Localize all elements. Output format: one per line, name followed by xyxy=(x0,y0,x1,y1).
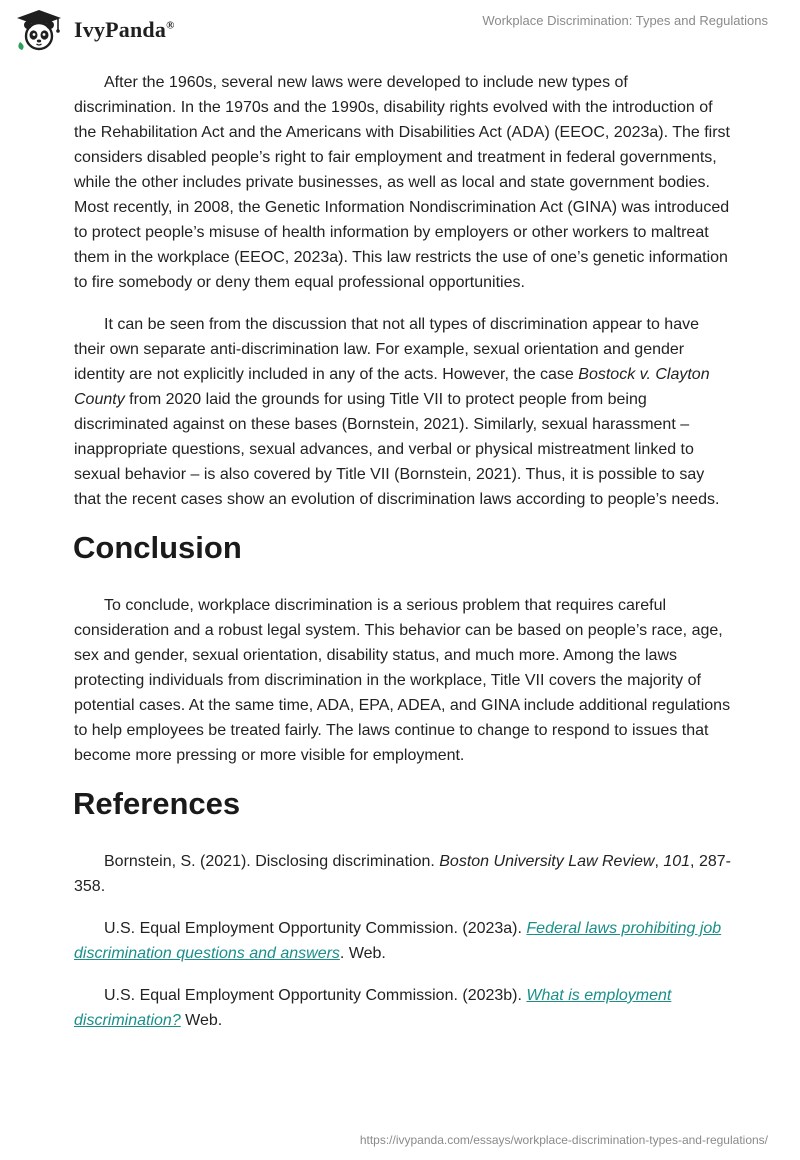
references-heading: References xyxy=(73,786,241,821)
para2-text-before: It can be seen from the discussion that not all types of discrimination appear to have their own separate anti-discrimination law. For example, sexual orientation and gender identity are not explicitly included in any of the acts. However, the case xyxy=(74,316,699,383)
logo-wordmark xyxy=(74,17,175,43)
ref1-sep: , xyxy=(654,853,664,870)
essay-body xyxy=(74,70,734,1050)
footer-source-url[interactable]: https://ivypanda.com/essays/workplace-discrimination-types-and-regulations/ xyxy=(359,1133,768,1147)
reference-eeoc-2023b xyxy=(74,983,734,1033)
page-header xyxy=(0,0,800,60)
ref2-prefix: U.S. Equal Employment Opportunity Commission. (2023a). xyxy=(104,920,527,937)
ref1-authors: Bornstein, S. (2021). Disclosing discrimination. xyxy=(104,853,440,870)
ivypanda-logo[interactable] xyxy=(14,8,175,52)
paragraph-conclusion: To conclude, workplace discrimination is a serious problem that requires careful consideration and a robust legal system. This behavior can be based on people’s race, age, sex and gender, sexual orientation, disability status, and much more. Among the laws protecting individuals from discrimination in the workplace, Title VII covers the majority of potential cases. At the same time, ADA, EPA, ADEA, and GINA include additional regulations to help employees be treated fairly. The laws continue to change to respond to issues that become more pressing or more visible for employment. xyxy=(74,597,731,764)
paragraph-discussion xyxy=(74,312,734,512)
conclusion-heading: Conclusion xyxy=(73,530,242,565)
ref2-suffix: . Web. xyxy=(339,945,386,962)
paragraph-laws-evolution: After the 1960s, several new laws were developed to include new types of discrimination. In the 1970s and the 1990s, disability rights evolved with the introduction of the Rehabilitation Act and the Americans with Disabilities Act (ADA) (EEOC, 2023a). The first considers disabled people’s right to fair employment and treatment in federal governments, while the other includes private businesses, as well as local and state government bodies. Most recently, in 2008, the Genetic Information Nondiscrimination Act (GINA) was introduced to protect people’s misuse of health information by employers or other workers to maltreat them in the workplace (EEOC, 2023a). This law restricts the use of one’s genetic information to fire somebody or deny them equal professional opportunities. xyxy=(74,74,730,291)
registered-mark: ® xyxy=(166,19,175,32)
case-name: Bostock v. Clayton County xyxy=(74,366,710,408)
reference-eeoc-2023a xyxy=(74,916,734,966)
panda-graduate-icon xyxy=(14,8,64,52)
reference-bornstein xyxy=(74,849,734,899)
para2-text-after: from 2020 laid the grounds for using Title VII to protect people from being discriminated against on these bases (Bornstein, 2021). Similarly, sexual harassment – inappropriate questions, sexual advances, and verbal or physical mistreatment linked to sexual behavior – is also covered by Title VII (Bornstein, 2021). Thus, it is possible to say that the recent cases show an evolution of discrimination laws according to people’s needs. xyxy=(74,391,720,508)
document-title: Workplace Discrimination: Types and Regulations xyxy=(482,13,768,28)
ref3-suffix: Web. xyxy=(180,1012,223,1029)
employment-discrimination-link[interactable]: What is employment discrimination? xyxy=(74,987,672,1029)
ref1-volume: 101 xyxy=(663,853,691,870)
federal-laws-link[interactable]: Federal laws prohibiting job discrimination questions and answers xyxy=(74,920,722,962)
ref1-journal: Boston University Law Review xyxy=(439,853,655,870)
ref1-pages: , 287-358. xyxy=(74,853,731,895)
ref3-prefix: U.S. Equal Employment Opportunity Commission. (2023b). xyxy=(104,987,527,1004)
logo-name: IvyPanda xyxy=(74,17,167,42)
